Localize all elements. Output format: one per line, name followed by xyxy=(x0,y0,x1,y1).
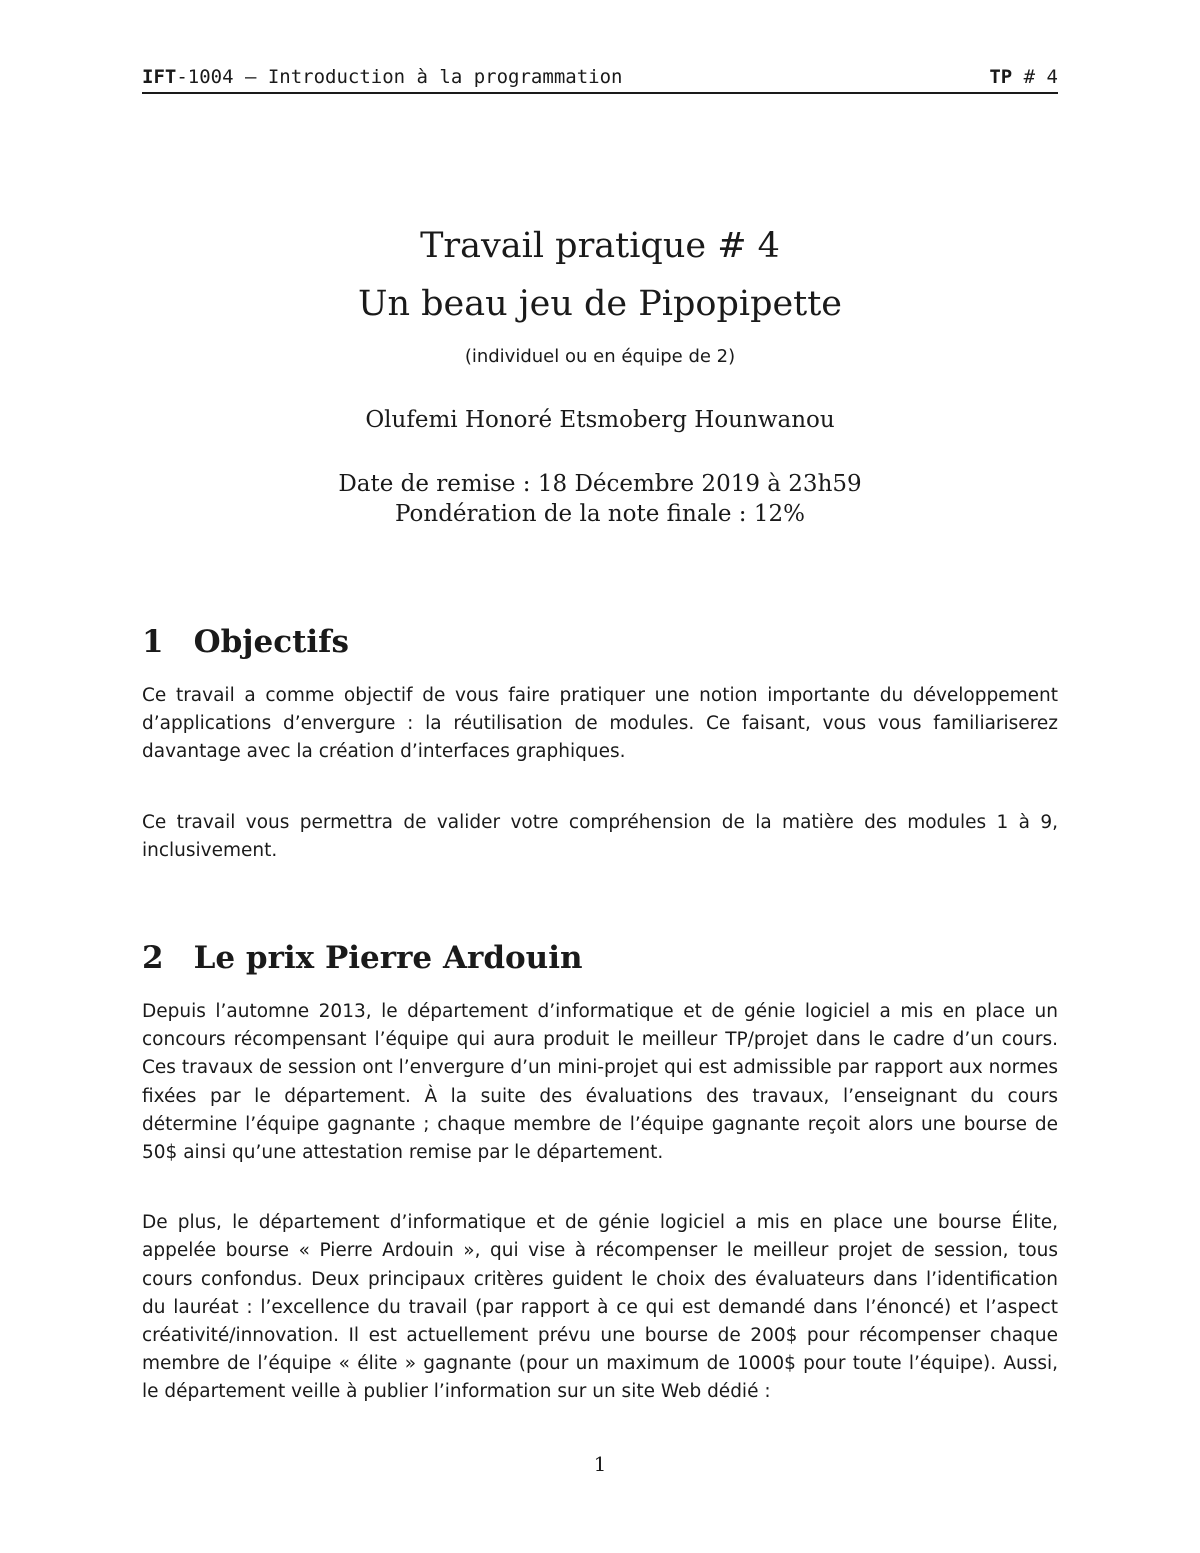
section-number: 2 xyxy=(142,940,164,976)
tp-number: # 4 xyxy=(1023,66,1058,88)
section-heading xyxy=(142,938,1058,978)
tp-label-text: TP xyxy=(989,66,1013,88)
weighting: Pondération de la note finale : 12% xyxy=(395,501,805,527)
course-prefix: IFT xyxy=(142,66,177,88)
due-info xyxy=(142,469,1058,529)
team-note: (individuel ou en équipe de 2) xyxy=(464,346,736,367)
title-block xyxy=(142,222,1058,529)
document-title: Travail pratique # 4 xyxy=(420,226,780,266)
section-title: Le prix Pierre Ardouin xyxy=(193,940,583,976)
section-objectifs xyxy=(142,622,1058,865)
due-date: Date de remise : 18 Décembre 2019 à 23h59 xyxy=(338,471,862,497)
course-name: -1004 — Introduction à la programmation xyxy=(176,66,623,88)
tp-label xyxy=(989,66,1058,88)
paragraph: Ce travail a comme objectif de vous faire pratiquer une notion importante du développement d’applications d’envergure : la réutilisation de modules. Ce faisant, vous vous familiariserez davantage avec la création d’interfaces graphiques. xyxy=(142,685,1058,763)
paragraph: Ce travail vous permettra de valider votre compréhension de la matière des modules 1 à 9, inclusivement. xyxy=(142,811,1058,861)
section-title: Objectifs xyxy=(193,624,349,660)
author: Olufemi Honoré Etsmoberg Hounwanou xyxy=(365,407,835,433)
section-number: 1 xyxy=(142,624,164,660)
section-heading xyxy=(142,622,1058,662)
page-number: 1 xyxy=(593,1452,607,1476)
section-prix-pierre-ardouin xyxy=(142,938,1058,1407)
paragraph: Depuis l’automne 2013, le département d’informatique et de génie logiciel a mis en place un concours récompensant l’équipe qui aura produit le meilleur TP/projet dans le cadre d’un cours. Ces travaux de session ont l’envergure d’un mini-projet qui est admissible par rapport aux normes fixées par le département. À la suite des évaluations des travaux, l’enseignant du cours détermine l’équipe gagnante ; chaque membre de l’équipe gagnante reçoit alors une bourse de 50$ ainsi qu’une attestation remise par le département. xyxy=(142,1001,1058,1164)
course-title xyxy=(142,66,622,88)
paragraph: De plus, le département d’informatique et de génie logiciel a mis en place une bourse Élite, appelée bourse « Pierre Ardouin », qui vise à récompenser le meilleur projet de session, tous cours confondus. Deux principaux critères guident le choix des évaluateurs dans l’identification du lauréat : l’excellence du travail (par rapport à ce qui est demandé dans l’énoncé) et l’aspect créativité/innovation. Il est actuellement prévu une bourse de 200$ pour récompenser chaque membre de l’équipe « élite » gagnante (pour un maximum de 1000$ pour toute l’équipe). Aussi, le département veille à publier l’information sur un site Web dédié : xyxy=(142,1212,1058,1403)
running-header xyxy=(142,66,1058,94)
document-subtitle: Un beau jeu de Pipopipette xyxy=(357,284,843,324)
